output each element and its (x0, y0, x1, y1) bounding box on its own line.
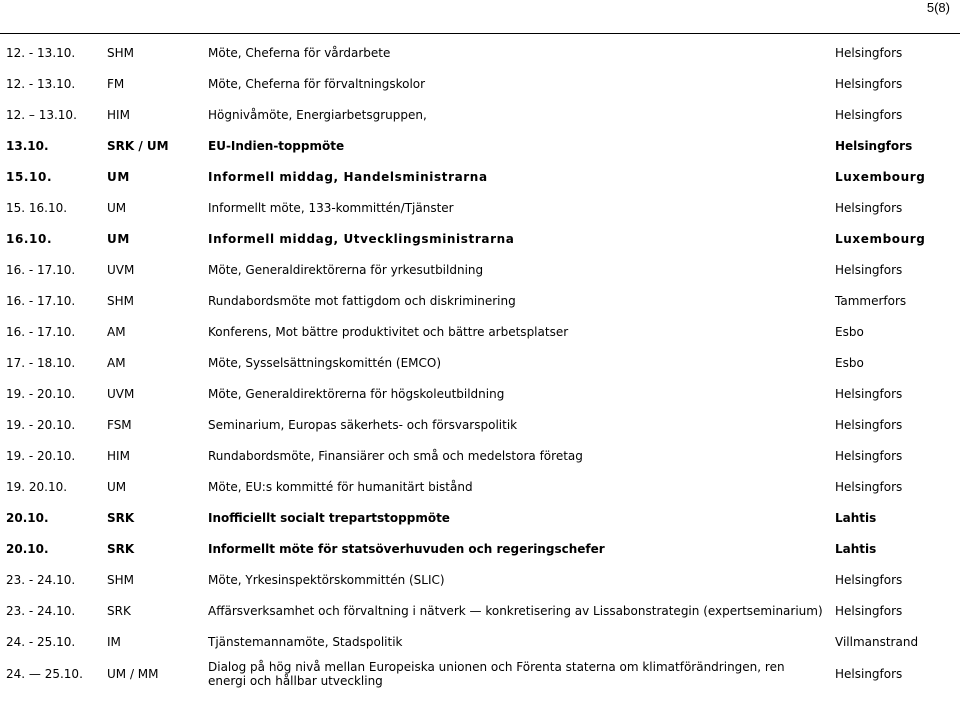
organizer-code: SHM (107, 293, 134, 308)
event-location: Esbo (835, 324, 864, 339)
table-row (0, 626, 960, 657)
event-date: 15. 16.10. (6, 200, 68, 215)
header-rule (0, 33, 960, 34)
organizer-code: UVM (107, 386, 135, 401)
table-row (0, 347, 960, 378)
event-title: Tjänstemannamöte, Stadspolitik (208, 634, 403, 649)
event-date: 12. - 13.10. (6, 45, 76, 60)
event-date: 19. - 20.10. (6, 448, 76, 463)
event-location: Helsingfors (835, 76, 903, 91)
organizer-code: UVM (107, 262, 135, 277)
organizer-code: UM (107, 231, 130, 246)
event-date: 20.10. (6, 510, 49, 525)
event-title: Möte, Generaldirektörerna för yrkesutbildning (208, 262, 484, 277)
event-date: 13.10. (6, 138, 49, 153)
event-location: Helsingfors (835, 448, 903, 463)
event-date: 20.10. (6, 541, 49, 556)
event-title: Högnivåmöte, Energiarbetsgruppen, (208, 107, 427, 122)
table-row (0, 68, 960, 99)
organizer-code: SRK (107, 541, 135, 556)
event-location: Helsingfors (835, 572, 903, 587)
organizer-code: SHM (107, 572, 134, 587)
table-row (0, 378, 960, 409)
event-title: Informell middag, Handelsministrarna (208, 169, 488, 184)
table-row (0, 564, 960, 595)
event-location: Helsingfors (835, 200, 903, 215)
table-row (0, 533, 960, 564)
event-title: Möte, EU:s kommitté för humanitärt bistånd (208, 479, 473, 494)
event-location: Tammerfors (835, 293, 907, 308)
table-row (0, 161, 960, 192)
event-title: Konferens, Mot bättre produktivitet och bättre arbetsplatser (208, 324, 569, 339)
table-row (0, 316, 960, 347)
event-date: 19. - 20.10. (6, 417, 76, 432)
event-location: Lahtis (835, 510, 877, 525)
event-title: Affärsverksamhet och förvaltning i nätverk — konkretisering av Lissabonstrategin (expertseminarium) (208, 603, 823, 618)
event-location: Luxembourg (835, 231, 926, 246)
organizer-code: SRK (107, 510, 135, 525)
organizer-code: UM (107, 200, 127, 215)
event-title: Inofficiellt socialt trepartstoppmöte (208, 510, 450, 525)
organizer-code: AM (107, 324, 126, 339)
organizer-code: UM / MM (107, 667, 159, 681)
event-location: Helsingfors (835, 45, 903, 60)
event-location: Helsingfors (835, 262, 903, 277)
organizer-code: AM (107, 355, 126, 370)
event-date: 19. - 20.10. (6, 386, 76, 401)
table-row (0, 471, 960, 502)
event-title: Seminarium, Europas säkerhets- och försvarspolitik (208, 417, 518, 432)
table-row (0, 192, 960, 223)
organizer-code: IM (107, 634, 121, 649)
event-date: 24. - 25.10. (6, 634, 76, 649)
event-date: 12. - 13.10. (6, 76, 76, 91)
event-title: Informell middag, Utvecklingsministrarna (208, 231, 515, 246)
organizer-code: SHM (107, 45, 134, 60)
event-location: Esbo (835, 355, 864, 370)
event-location: Lahtis (835, 541, 877, 556)
organizer-code: UM (107, 169, 130, 184)
organizer-code: HIM (107, 107, 130, 122)
event-location: Helsingfors (835, 603, 903, 618)
event-location: Helsingfors (835, 479, 903, 494)
table-row (0, 285, 960, 316)
event-title: Möte, Yrkesinspektörskommittén (SLIC) (208, 572, 445, 587)
event-date: 16. - 17.10. (6, 324, 76, 339)
table-row (0, 595, 960, 626)
organizer-code: UM (107, 479, 127, 494)
event-location: Helsingfors (835, 138, 913, 153)
event-title: Rundabordsmöte, Finansiärer och små och medelstora företag (208, 448, 583, 463)
event-date: 23. - 24.10. (6, 572, 76, 587)
event-title: EU-Indien-toppmöte (208, 138, 345, 153)
event-date: 24. — 25.10. (6, 667, 83, 681)
table-row (0, 223, 960, 254)
organizer-code: HIM (107, 448, 130, 463)
table-row (0, 254, 960, 285)
table-row (0, 130, 960, 161)
table-row (0, 99, 960, 130)
event-location: Luxembourg (835, 169, 926, 184)
event-date: 15.10. (6, 169, 53, 184)
event-location: Helsingfors (835, 107, 903, 122)
event-location: Helsingfors (835, 667, 903, 681)
event-title: Dialog på hög nivå mellan Europeiska unionen och Förenta staterna om klimatförändringen, ren energi och hållbar utveckling (208, 660, 785, 688)
event-title: Möte, Cheferna för förvaltningskolor (208, 76, 426, 91)
page-number: 5(8) (926, 0, 950, 15)
organizer-code: FSM (107, 417, 132, 432)
event-date: 16.10. (6, 231, 53, 246)
event-date: 16. - 17.10. (6, 293, 76, 308)
organizer-code: SRK (107, 603, 131, 618)
table-row (0, 440, 960, 471)
event-title: Rundabordsmöte mot fattigdom och diskriminering (208, 293, 516, 308)
event-date: 12. – 13.10. (6, 107, 77, 122)
event-date: 23. - 24.10. (6, 603, 76, 618)
event-date: 16. - 17.10. (6, 262, 76, 277)
event-title: Möte, Cheferna för vårdarbete (208, 45, 391, 60)
event-title: Möte, Sysselsättningskomittén (EMCO) (208, 355, 442, 370)
event-title: Möte, Generaldirektörerna för högskoleutbildning (208, 386, 505, 401)
organizer-code: SRK / UM (107, 138, 169, 153)
table-row (0, 502, 960, 533)
event-title: Informellt möte för statsöverhuvuden och regeringschefer (208, 541, 605, 556)
event-title: Informellt möte, 133-kommittén/Tjänster (208, 200, 454, 215)
table-row (0, 657, 960, 691)
organizer-code: FM (107, 76, 125, 91)
event-location: Helsingfors (835, 417, 903, 432)
table-row (0, 37, 960, 68)
table-row (0, 409, 960, 440)
event-location: Villmanstrand (835, 634, 919, 649)
event-schedule-table (0, 37, 960, 691)
event-location: Helsingfors (835, 386, 903, 401)
event-date: 17. - 18.10. (6, 355, 76, 370)
event-date: 19. 20.10. (6, 479, 68, 494)
